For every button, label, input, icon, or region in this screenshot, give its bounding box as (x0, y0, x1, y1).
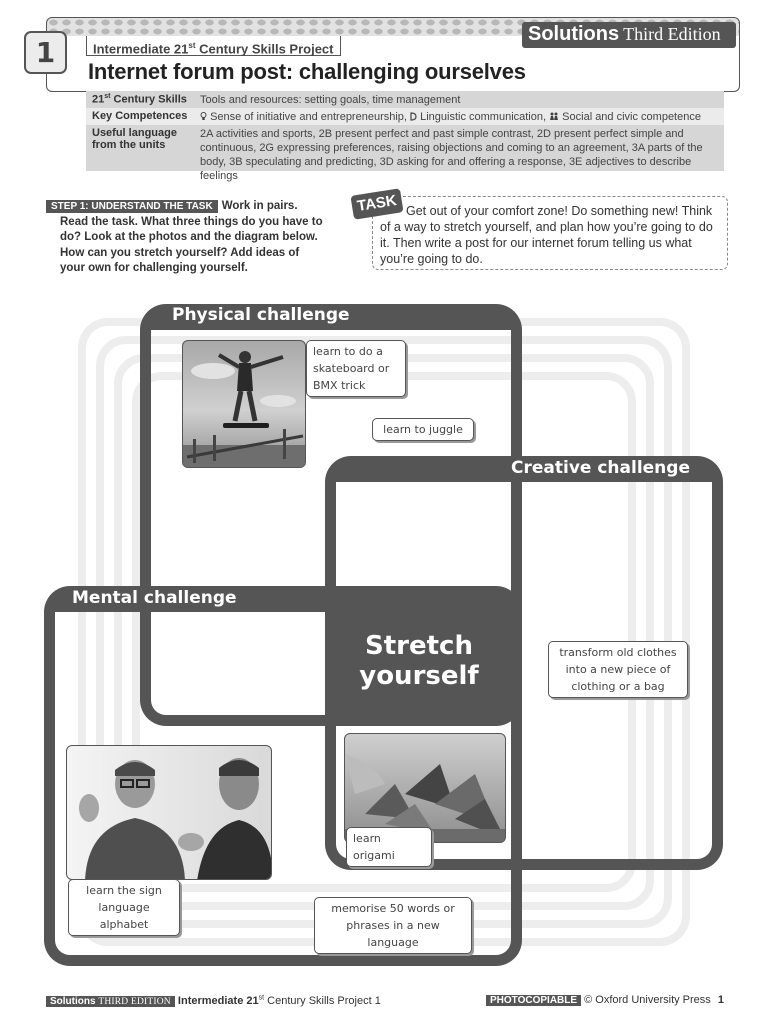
note-juggle: learn to juggle (372, 418, 474, 441)
page-footer: Solutions THIRD EDITION Intermediate 21st Century Skills Project 1 PHOTOCOPIABLE © Oxford University Press 1 (46, 994, 724, 1007)
note-origami: learn origami (346, 827, 432, 867)
note-memorise-words: memorise 50 words or phrases in a new language (314, 897, 472, 954)
note-skateboard: learn to do a skateboard or BMX trick (306, 340, 406, 397)
photocopiable-badge: PHOTOCOPIABLE (486, 995, 581, 1006)
step1-instructions (46, 199, 324, 277)
solutions-brand: Solutions Third Edition (522, 22, 736, 48)
note-transform-clothes: transform old clothes into a new piece of clothing or a bag (548, 641, 688, 698)
skills-info-table (86, 91, 724, 182)
project-subtitle: Intermediate 21st Century Skills Project (86, 36, 341, 56)
step1-tag: STEP 1: UNDERSTAND THE TASK (46, 200, 218, 213)
task-text: Get out of your comfort zone! Do something new! Think of a way to stretch yourself, and plan how you’re going to do it. Then write a post for our internet forum telling us what you’re going to do. (380, 204, 713, 266)
page-title: Internet forum post: challenging ourselves (88, 59, 526, 84)
unit-number: 1 (24, 31, 67, 74)
footer-brand: Solutions THIRD EDITION (46, 996, 175, 1007)
skateboarder-illustration (183, 341, 306, 468)
step1-body: Read the task. What three things do you have to do? Look at the photos and the diagram below. How can you stretch yourself? Add ideas of your own for challenging yourself. (60, 215, 323, 274)
mental-challenge-label: Mental challenge (72, 588, 237, 608)
info-row-competences: Key Competences Sense of initiative and entrepreneurship, Linguistic communication, Social and civic competence (86, 108, 724, 125)
speech-icon (410, 112, 417, 121)
skateboarder-photo (182, 340, 306, 468)
creative-challenge-label: Creative challenge (511, 458, 690, 478)
copyright: © Oxford University Press (584, 994, 711, 1006)
stretch-yourself-center: Stretch yourself (326, 601, 512, 725)
people-icon (549, 112, 559, 121)
info-row-skills: 21st Century Skills Tools and resources: setting goals, time management (86, 91, 724, 108)
lightbulb-icon (200, 112, 207, 121)
sign-language-illustration (67, 746, 272, 880)
note-sign-language: learn the sign language alphabet (68, 879, 180, 936)
step1-lead: Work in pairs. (221, 200, 298, 212)
info-row-useful-language: Useful language from the units 2A activities and sports, 2B present perfect and past simple contrast, 2D present perfect simple and continuous, 2G expressing preferences, raising objections and coming to an agreement, 3A parts of the body, 3B speculating and predicting, 3D asking for and offering a response, 3E adjectives to describe feelings (86, 125, 724, 171)
sign-language-photo (66, 745, 272, 880)
page-number: 1 (717, 994, 724, 1006)
task-tag: TASK (350, 188, 403, 220)
physical-challenge-label: Physical challenge (172, 305, 350, 325)
